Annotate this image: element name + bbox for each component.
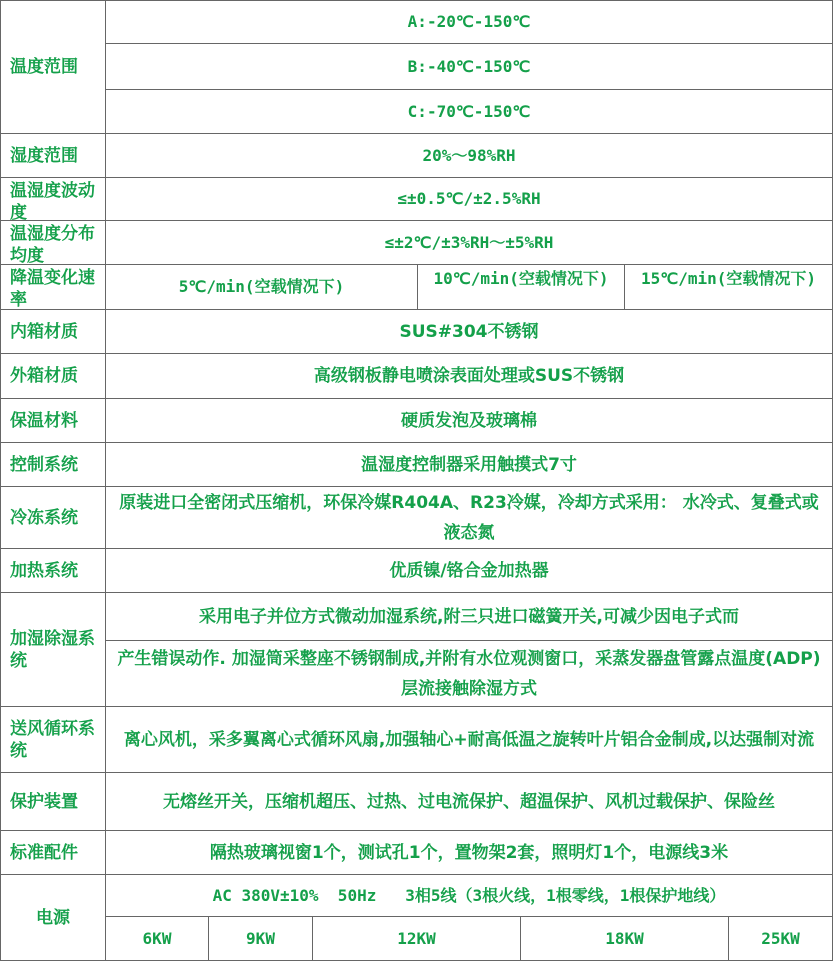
air-circulation-value: 离心风机，采多翼离心式循环风扇,加强轴心+耐高低温之旋转叶片铝合金制成,以达强制对流: [123, 729, 815, 750]
outer-material-label: 外箱材质: [10, 366, 78, 386]
cooling-rate-1: 5℃/min(空载情况下): [178, 277, 345, 296]
uniformity-label: 温湿度分布均度: [10, 224, 95, 264]
humidify-line-1: 采用电子并位方式微动加湿系统,附三只进口磁簧开关,可减少因电子式而: [199, 606, 739, 627]
accessories-label: 标准配件: [10, 842, 78, 863]
fluctuation-value: ≤±0.5℃/±2.5%RH: [397, 189, 541, 208]
power-kw-3: 12KW: [397, 928, 436, 948]
uniformity-value: ≤±2℃/±3%RH～±5%RH: [384, 232, 554, 252]
outer-material-value: 高级钢板静电喷涂表面处理或SUS不锈钢: [313, 366, 625, 386]
refrigeration-value: 原装进口全密闭式压缩机，环保冷媒R404A、R23冷媒，冷却方式采用： 水冷式、复叠式或液态氮: [119, 492, 819, 543]
protection-value: 无熔丝开关，压缩机超压、过热、过电流保护、超温保护、风机过载保护、保险丝: [163, 791, 775, 812]
refrigeration-label: 冷冻系统: [10, 507, 78, 528]
humidity-range-label: 湿度范围: [10, 145, 78, 166]
heating-value: 优质镍/铬合金加热器: [389, 560, 549, 581]
power-kw-4: 18KW: [605, 928, 644, 948]
temp-range-b: B:-40℃-150℃: [407, 56, 531, 76]
temp-range-label: 温度范围: [10, 57, 78, 77]
insulation-value: 硬质发泡及玻璃棉: [401, 410, 537, 431]
cooling-rate-3: 15℃/min(空载情况下): [640, 269, 817, 288]
control-system-value: 温湿度控制器采用触摸式7寸: [361, 454, 577, 475]
inner-material-label: 内箱材质: [10, 321, 78, 342]
accessories-value: 隔热玻璃视窗1个，测试孔1个，置物架2套，照明灯1个，电源线3米: [209, 842, 729, 863]
power-kw-1: 6KW: [142, 928, 172, 948]
power-kw-5: 25KW: [761, 928, 800, 948]
power-spec: AC 380V±10% 50Hz 3相5线（3根火线，1根零线，1根保护地线）: [212, 885, 726, 905]
temp-range-a: A:-20℃-150℃: [407, 12, 531, 31]
protection-label: 保护装置: [10, 791, 78, 812]
cooling-rate-2: 10℃/min(空载情况下): [433, 269, 609, 288]
humidity-range-value: 20%～98%RH: [422, 145, 516, 165]
humidify-line-2: 产生错误动作. 加湿筒采整座不锈钢制成,并附有水位观测窗口，采蒸发器盘管露点温度(ADP)层流接触除湿方式: [117, 648, 821, 699]
power-label: 电源: [36, 907, 70, 928]
fluctuation-label: 温湿度波动度: [10, 181, 95, 220]
insulation-label: 保温材料: [10, 410, 78, 431]
inner-material-value: SUS#304不锈钢: [399, 321, 539, 342]
control-system-label: 控制系统: [10, 454, 78, 475]
cooling-rate-label: 降温变化速率: [10, 268, 95, 309]
heating-label: 加热系统: [10, 560, 78, 581]
power-kw-2: 9KW: [246, 928, 275, 948]
air-circulation-label: 送风循环系统: [10, 718, 95, 761]
humidify-label: 加湿除湿系统: [10, 628, 95, 671]
temp-range-c: C:-70℃-150℃: [407, 101, 531, 121]
